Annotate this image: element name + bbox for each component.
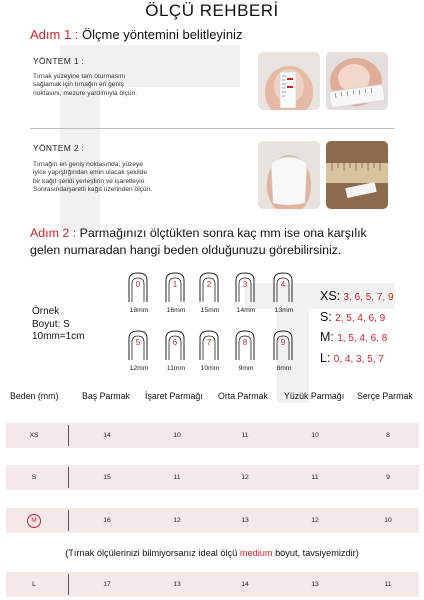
step1-heading	[30, 27, 242, 42]
method2-line: Tırnağın en geniş noktasında, yüzeye	[33, 161, 143, 168]
row-separator	[68, 510, 69, 531]
nail-number: 3	[242, 280, 248, 289]
nail-mm: 10mm	[200, 365, 220, 372]
example-line2: Boyut: S	[32, 318, 70, 330]
nail-number: 5	[135, 338, 141, 347]
nail-mm: 8mm	[276, 365, 292, 372]
step2-text-line2: gelen numaradan hangi beden olduğunuzu görebilirsiniz.	[30, 243, 342, 257]
table-cell: 10	[173, 432, 181, 439]
table-cell: 11	[384, 581, 392, 588]
row-separator	[68, 425, 69, 446]
method1-title: YÖNTEM 1 :	[33, 56, 85, 66]
nail-mm: 14mm	[236, 307, 256, 314]
nail-number: 9	[280, 338, 286, 347]
step2-heading	[30, 225, 410, 259]
note-highlight: medium	[239, 548, 273, 558]
nail-size-item	[164, 330, 194, 372]
note-before: (Tırnak ölçülerinizi bilmiyorsanız ideal ölçü	[65, 548, 240, 558]
nail-number: 7	[206, 338, 212, 347]
nail-size-item	[272, 330, 302, 372]
nail-size-item	[234, 330, 264, 372]
table-cell: 14	[103, 432, 111, 439]
table-header-index: İşaret Parmağı	[145, 391, 203, 401]
method1-line: Tırnak yüzeyine tam oturmasını	[33, 73, 126, 80]
table-cell: 14	[241, 581, 249, 588]
table-cell: 9	[386, 474, 390, 481]
size-key-row	[320, 287, 394, 308]
table-row	[6, 423, 419, 448]
nail-size-item	[198, 272, 228, 314]
table-cell: 12	[311, 517, 319, 524]
table-cell-size: S	[31, 474, 37, 481]
step2-text-line1: Parmağınızı ölçtükten sonra kaç mm ise ona karşılık	[79, 226, 367, 240]
table-cell: 8	[386, 432, 390, 439]
table-cell: 11	[311, 474, 319, 481]
nail-size-item	[234, 272, 264, 314]
note-after: boyut, tavsiyemizdir)	[272, 548, 359, 558]
nail-number: 8	[242, 338, 248, 347]
table-cell-size: XS	[29, 432, 39, 439]
table-row	[6, 508, 419, 533]
size-key-label: L:	[320, 350, 331, 365]
table-cell: 13	[311, 581, 319, 588]
size-m-badge: M	[27, 514, 41, 528]
nail-size-item	[198, 330, 228, 372]
table-header-thumb: Baş Parmak	[82, 391, 130, 401]
size-key-values: 1, 5, 4, 6, 8	[337, 333, 388, 344]
example-line3: 10mm=1cm	[32, 331, 85, 342]
method2-text	[33, 161, 152, 195]
method2-title: YÖNTEM 2 :	[33, 143, 85, 153]
nail-mm: 18mm	[129, 307, 149, 314]
recommendation-note	[0, 548, 424, 558]
table-cell: 16	[103, 517, 111, 524]
row-separator	[68, 467, 69, 488]
size-key-label: M:	[320, 330, 334, 344]
nail-mm: 12mm	[129, 365, 149, 372]
step1-label: Adım 1 :	[30, 27, 79, 42]
watermark-t-top-stem	[60, 87, 100, 232]
nail-size-item	[272, 272, 302, 314]
table-cell: 13	[173, 581, 181, 588]
method2-line: bir kağıt şeridi yerleştirin ve işaretleyin.	[33, 177, 147, 185]
photo-ruler	[326, 141, 388, 209]
method1-line: sağlamak için tırnağın en geniş	[33, 81, 124, 89]
nail-mm: 11mm	[166, 365, 186, 372]
nail-size-item	[164, 272, 194, 314]
example-line1: Örnek	[32, 306, 60, 317]
nail-size-item	[127, 330, 157, 372]
nail-number: 0	[135, 280, 141, 289]
table-cell: 13	[241, 517, 249, 524]
nail-number: 1	[172, 280, 178, 289]
table-cell: 11	[173, 474, 181, 481]
table-cell: 11	[241, 432, 249, 439]
step2-line1	[30, 225, 410, 242]
size-key-label: XS:	[320, 289, 341, 303]
table-header-middle: Orta Parmak	[218, 391, 268, 401]
nail-mm: 13mm	[274, 307, 294, 314]
size-key-values: 2, 5, 4, 6, 9	[335, 312, 386, 324]
table-cell: 17	[103, 581, 111, 588]
size-key-row	[320, 349, 394, 370]
size-key-row	[320, 328, 394, 349]
table-cell: 12	[241, 474, 249, 481]
table-cell: 10	[384, 517, 392, 524]
table-cell-size: L	[32, 581, 36, 588]
section-divider	[30, 128, 395, 129]
nail-number: 6	[172, 338, 178, 347]
nail-number: 4	[280, 280, 286, 289]
table-cell-size	[16, 508, 52, 533]
size-key-label: S:	[320, 309, 332, 324]
size-key-values: 3, 6, 5, 7, 9	[343, 292, 394, 303]
step1-text: Ölçme yöntemini belitleyiniz	[82, 27, 243, 42]
method1-text	[33, 73, 137, 98]
table-cell: 10	[311, 432, 319, 439]
table-cell: 12	[173, 517, 181, 524]
size-key-values: 0, 4, 3, 5, 7	[333, 353, 384, 365]
page-title: ÖLÇÜ REHBERİ	[145, 1, 279, 20]
nail-mm: 16mm	[166, 307, 186, 314]
size-key-row	[320, 308, 394, 329]
step2-label: Adım 2 :	[30, 226, 77, 240]
row-separator	[68, 574, 69, 595]
method2-line: Sonrasındaişaretli kağıt üzerinden ölçün.	[33, 186, 153, 194]
example-box	[32, 306, 85, 344]
nail-mm: 9mm	[238, 365, 254, 372]
photo-measuring-tape-finger	[326, 52, 388, 110]
table-row	[6, 465, 419, 490]
size-key	[320, 287, 394, 369]
method1-line: noktasını, mezure yardımıyla ölçün.	[33, 89, 138, 97]
photo-paper-strip-nail	[258, 141, 320, 209]
method2-line: iyice yapıştığından emin olacak şekilde	[33, 169, 147, 177]
photo-measuring-tape-thumb	[258, 52, 320, 110]
nail-size-item	[127, 272, 157, 314]
nail-mm: 15mm	[200, 307, 220, 314]
nail-number: 2	[206, 280, 212, 289]
table-cell: 15	[103, 474, 111, 481]
table-header-pinky: Serçe Parmak	[357, 391, 413, 401]
table-row	[6, 572, 419, 597]
table-header-size: Beden (mm)	[10, 391, 59, 401]
table-header-ring: Yüzük Parmağı	[284, 391, 345, 401]
